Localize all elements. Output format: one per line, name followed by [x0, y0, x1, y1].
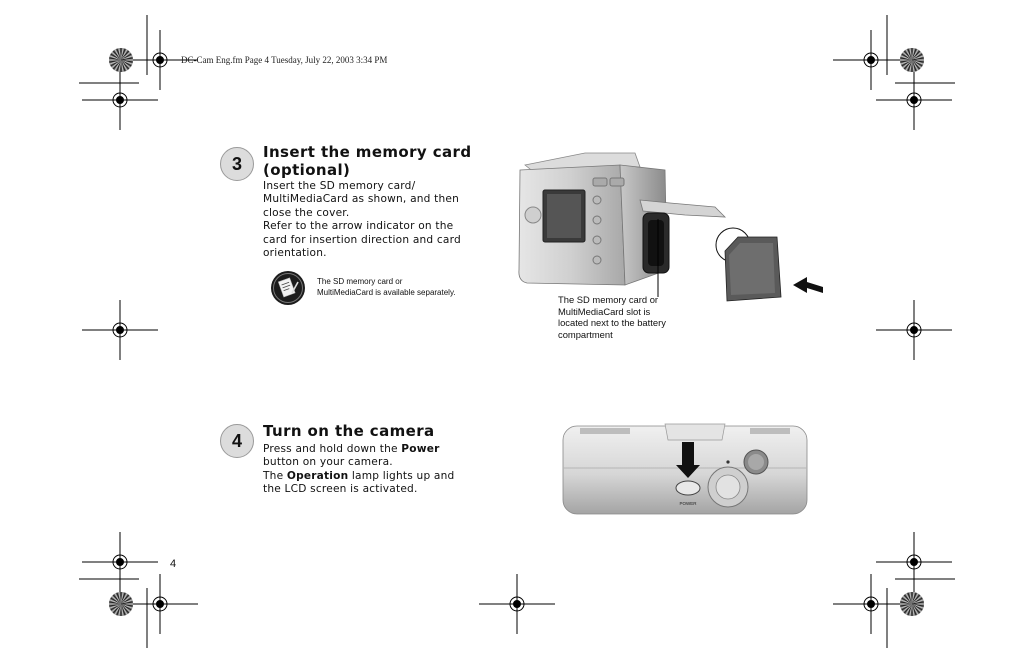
file-info-header: DC-Cam Eng.fm Page 4 Tuesday, July 22, 2003 3:34 PM — [181, 55, 388, 65]
registration-target — [876, 70, 952, 130]
step-4-title: Turn on the camera — [263, 422, 435, 440]
camera-memory-slot-illustration — [515, 145, 825, 305]
step-3-title-line1: Insert the memory card — [263, 143, 472, 161]
callout-line: located next to the battery — [558, 317, 666, 329]
registration-target — [82, 300, 158, 360]
step-4-body — [263, 443, 493, 497]
step-3-body — [263, 180, 493, 260]
operation-keyword: Operation — [286, 469, 349, 482]
registration-target — [82, 70, 158, 130]
step-4-body-line: The Operation lamp lights up and — [263, 469, 455, 482]
step-3-title — [263, 143, 503, 179]
memory-slot-callout — [558, 294, 718, 340]
callout-line: The SD memory card or — [558, 294, 659, 305]
step-4-number: 4 — [231, 430, 242, 451]
callout-line: compartment — [558, 328, 613, 340]
step-3-title-line2: (optional) — [263, 161, 351, 179]
registration-target — [833, 574, 909, 634]
step-3-number: 3 — [231, 153, 242, 174]
camera-power-illustration — [560, 420, 810, 518]
power-keyword: Power — [401, 443, 440, 455]
step-4-body-line: button on your camera. — [263, 456, 393, 469]
step-4-body-line: the LCD screen is activated. — [263, 483, 418, 496]
note-text — [317, 277, 507, 298]
step-4-body-line: Press and hold down the Power — [263, 443, 440, 455]
step-3-body-line: MultiMediaCard as shown, and then — [263, 193, 460, 206]
callout-line: MultiMediaCard slot is — [558, 305, 651, 317]
power-label: POWER — [679, 501, 697, 506]
color-rosette — [900, 48, 924, 72]
registration-target — [479, 574, 555, 634]
note-pad-icon — [270, 270, 306, 306]
step-3-body-line: close the cover. — [263, 206, 350, 219]
step-3-badge — [220, 147, 254, 181]
note-line: The SD memory card or — [317, 277, 403, 286]
page-number: 4 — [170, 558, 177, 570]
registration-target — [833, 30, 909, 90]
registration-target — [876, 300, 952, 360]
note-line: MultiMediaCard is available separately. — [317, 287, 456, 297]
step-3-body-line: card for insertion direction and card — [263, 233, 461, 246]
step-3-body-line: orientation. — [263, 247, 327, 260]
step-3-body-line: Refer to the arrow indicator on the — [263, 220, 454, 233]
registration-target — [876, 532, 952, 592]
color-rosette — [109, 48, 133, 72]
color-rosette — [900, 592, 924, 616]
registration-target — [82, 532, 158, 592]
step-3-body-line: Insert the SD memory card/ — [263, 180, 416, 192]
registration-target — [122, 574, 198, 634]
step-4-badge — [220, 424, 254, 458]
color-rosette — [109, 592, 133, 616]
